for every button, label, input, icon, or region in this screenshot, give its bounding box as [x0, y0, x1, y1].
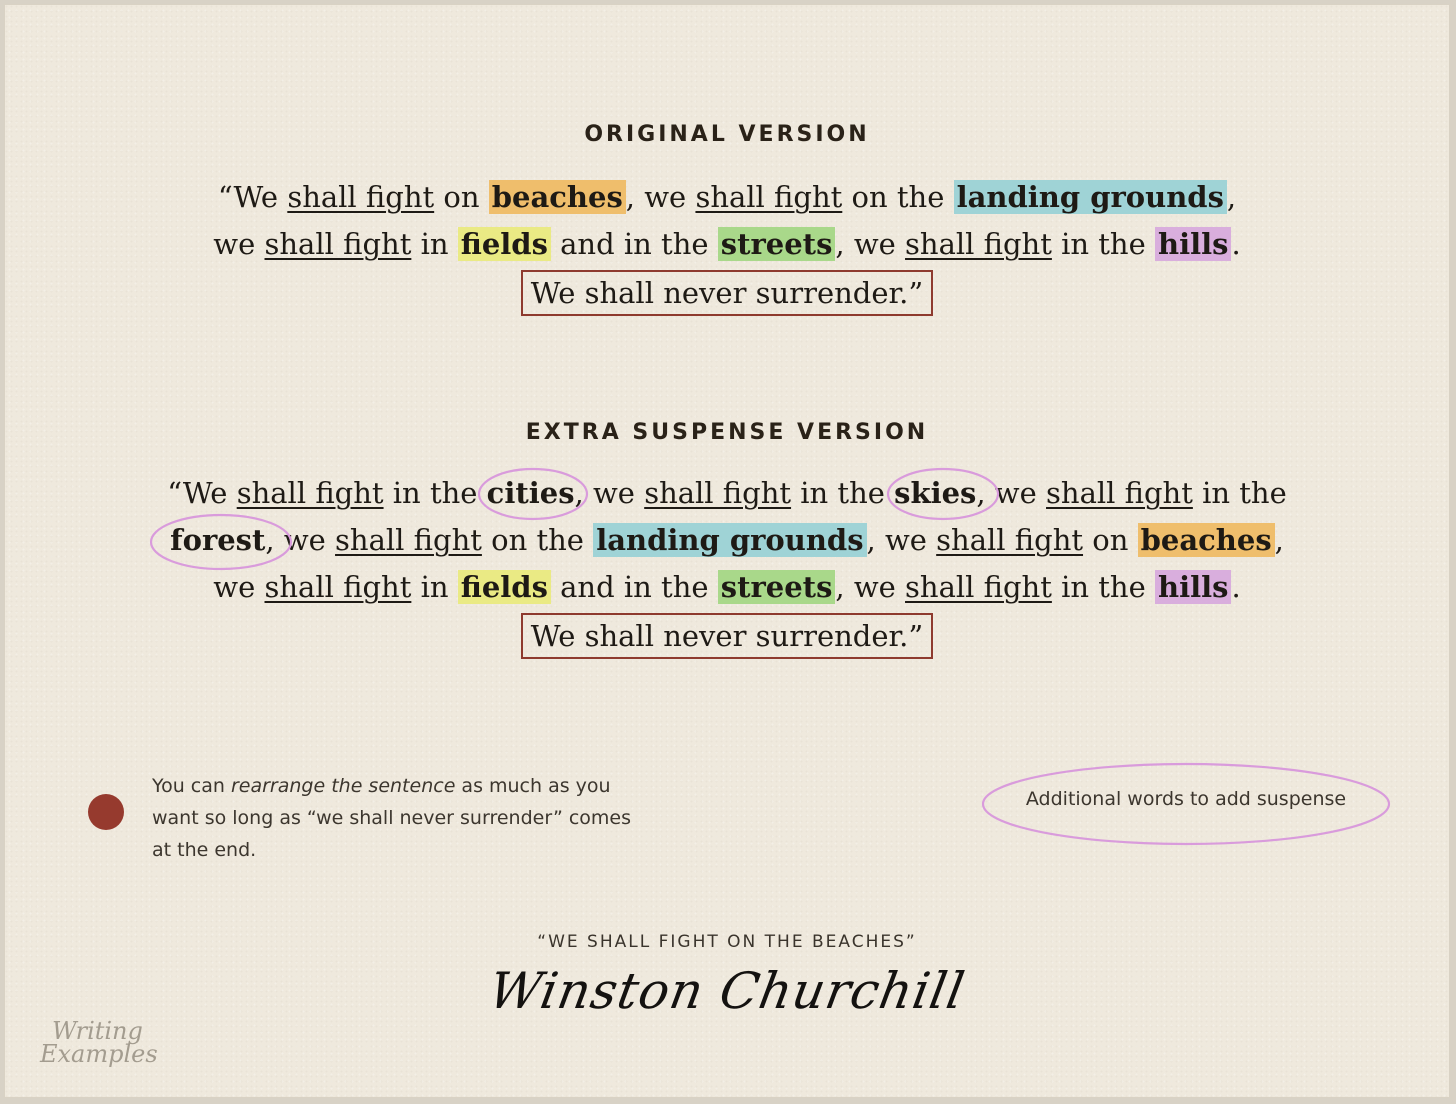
text: and in the — [550, 570, 718, 604]
highlight-landing-grounds: landing grounds — [593, 523, 866, 557]
text: on — [434, 180, 489, 214]
text: we — [213, 570, 265, 604]
text: and in the — [550, 227, 718, 261]
logo-line-1: Writing — [52, 1017, 143, 1045]
repeated-phrase: shall fight — [236, 476, 384, 510]
text: in the — [1192, 476, 1287, 510]
original-quote — [4, 174, 1450, 317]
text: “We — [167, 476, 237, 510]
highlight-hills: hills — [1155, 570, 1231, 604]
repeated-phrase: shall fight — [264, 570, 412, 604]
text: in — [411, 227, 458, 261]
text: , we — [625, 180, 696, 214]
suspense-line-1 — [4, 470, 1450, 517]
text: on the — [842, 180, 954, 214]
text: . — [1231, 570, 1241, 604]
original-line-2 — [4, 221, 1450, 268]
writing-examples-logo — [40, 1017, 158, 1068]
word-skies: skies — [894, 476, 977, 510]
repeated-phrase: shall fight — [335, 523, 482, 557]
text: . — [1231, 227, 1241, 261]
text: in the — [1051, 570, 1155, 604]
signature: Winston Churchill — [484, 962, 970, 1020]
text: , we — [866, 523, 937, 557]
text: as much as you want so long as “we shall never surrender” comes at the end. — [152, 775, 631, 861]
text: in the — [383, 476, 487, 510]
text: , — [1226, 180, 1237, 214]
text: on — [1083, 523, 1138, 557]
text: in the — [1051, 227, 1155, 261]
logo-line-2: Examples — [40, 1040, 158, 1068]
text: “We — [217, 180, 288, 214]
original-heading: ORIGINAL VERSION — [584, 122, 870, 147]
legend-circle — [980, 760, 1392, 850]
text: in — [411, 570, 458, 604]
text: on the — [481, 523, 594, 557]
repeated-phrase: shall fight — [905, 227, 1052, 261]
boxed-ending: We shall never surrender.” — [521, 613, 933, 659]
legend-label: Additional words to add suspense — [1025, 788, 1347, 810]
source-title: “WE SHALL FIGHT ON THE BEACHES” — [537, 932, 917, 952]
circled-forest — [170, 517, 265, 564]
text: You can — [152, 775, 231, 797]
text: , we — [574, 476, 645, 510]
repeated-phrase: shall fight — [695, 180, 843, 214]
boxed-ending: We shall never surrender.” — [521, 270, 933, 316]
text: , we — [835, 570, 906, 604]
highlight-hills: hills — [1155, 227, 1231, 261]
highlight-fields: fields — [458, 570, 551, 604]
text: , we — [835, 227, 906, 261]
original-line-1 — [4, 174, 1450, 221]
suspense-quote — [4, 470, 1450, 660]
page-card — [4, 4, 1450, 1098]
word-cities: cities — [486, 476, 575, 510]
word-forest: forest — [170, 523, 266, 557]
repeated-phrase: shall fight — [905, 570, 1052, 604]
repeated-phrase: shall fight — [1046, 476, 1193, 510]
repeated-phrase: shall fight — [644, 476, 792, 510]
original-line-3 — [4, 268, 1450, 317]
highlight-beaches: beaches — [1138, 523, 1275, 557]
highlight-streets: streets — [718, 227, 836, 261]
suspense-line-3 — [4, 564, 1450, 611]
emphasis: rearrange the sentence — [230, 775, 456, 797]
repeated-phrase: shall fight — [287, 180, 435, 214]
highlight-landing-grounds: landing grounds — [954, 180, 1227, 214]
text: , we — [265, 523, 336, 557]
repeated-phrase: shall fight — [264, 227, 412, 261]
suspense-line-4 — [4, 611, 1450, 660]
circled-skies — [894, 470, 976, 517]
highlight-fields: fields — [458, 227, 551, 261]
repeated-phrase: shall fight — [936, 523, 1084, 557]
text: , — [1274, 523, 1284, 557]
text: we — [213, 227, 265, 261]
text: , we — [976, 476, 1047, 510]
highlight-streets: streets — [718, 570, 836, 604]
circled-cities — [487, 470, 575, 517]
legend-note — [152, 770, 652, 866]
text: in the — [791, 476, 895, 510]
highlight-beaches: beaches — [489, 180, 626, 214]
suspense-heading: EXTRA SUSPENSE VERSION — [525, 420, 929, 445]
red-dot-icon — [88, 794, 124, 830]
suspense-line-2 — [4, 517, 1450, 564]
